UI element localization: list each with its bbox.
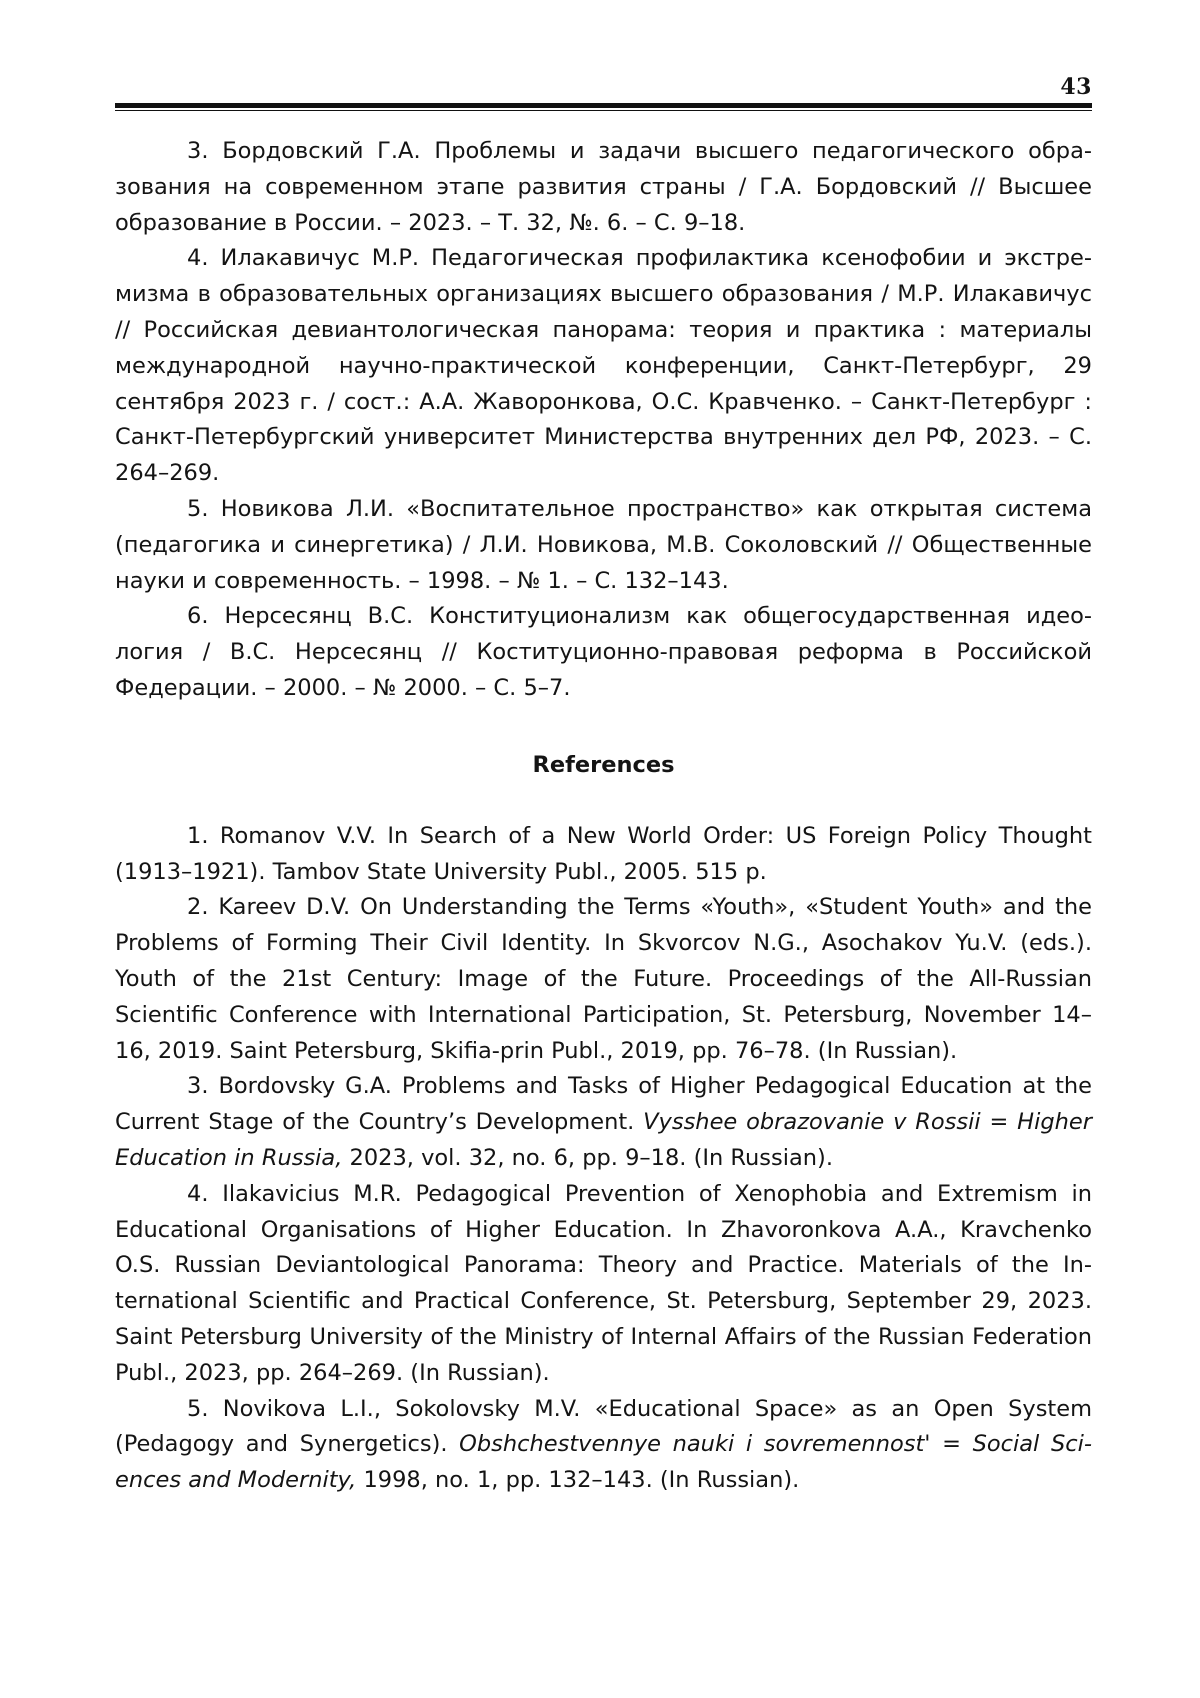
reference-4: 4. Ilakavicius M.R. Pedagogical Prevention of Xenophobia and Extremism in Educational Organisations of Higher Education. In Zhavoronkova A.A., Kravchenko O.S. Russian Deviantological Panorama: Theory and Practice. Materials of the International Scientific and Practical Conference, St. Petersburg, September 29, 2023. Saint Petersburg University of the Ministry of Internal Affairs of the Russian Federation Publ., 2023, pp. 264–269. (In Russian). [115, 1180, 1092, 1386]
reference-5-details: 1998, no. 1, pp. 132–143. (In Russian). [356, 1467, 800, 1494]
reference-3-details: 2023, vol. 32, no. 6, pp. 9–18. (In Russian). [342, 1144, 833, 1171]
russian-reference-6: 6. Нерсесянц В.С. Конституционализм как общегосударственная идеология / В.С. Нерсесянц // Коституционно-правовая реформа в Российской Федерации. – 2000. – № 2000. – С. 5–7. [115, 603, 1092, 701]
reference-3 [115, 1069, 1092, 1176]
reference-5-body: 5. Novikova L.I., Sokolovsky M.V. «Educational Space» as an Open System (Pedagogy and Synergetics). [115, 1395, 1092, 1458]
page-content [115, 134, 1092, 1499]
page-number: 43 [1060, 74, 1092, 100]
reference-3-journal: Vysshee obrazovanie v Rossii = Higher Education in Russia, [115, 1109, 1092, 1171]
header-rule-thin [115, 110, 1092, 111]
russian-reference-4: 4. Илакавичус М.Р. Педагогическая профилактика ксенофобии и экстремизма в образовательных организациях высшего образования / М.Р. Илакавичус // Российская девиантологическая панорама: теория и практика : материалы международной научно-практической конференции, Санкт-Петербург, 29 сентября 2023 г. / сост.: А.А. Жаворонкова, О.С. Кравченко. – Санкт-Петербург : Санкт-Петербургский университет Министерства внутренних дел РФ, 2023. – С. 264–269. [115, 245, 1092, 487]
references-heading: References [532, 751, 675, 778]
reference-3-body: 3. Bordovsky G.A. Problems and Tasks of Higher Pedagogical Education at the Current Stage of the Country’s Development. [115, 1073, 1092, 1136]
reference-5-journal: Obshchestvennye nauki i sovremennost' = Social Sciences and Modernity, [115, 1431, 1092, 1494]
header-rule-thick [115, 103, 1092, 108]
reference-1: 1. Romanov V.V. In Search of a New World Order: US Foreign Policy Thought (1913–1921). Tambov State University Publ., 2005. 515 p. [115, 822, 1092, 885]
russian-reference-5: 5. Новикова Л.И. «Воспитательное пространство» как открытая система (педагогика и синергетика) / Л.И. Новикова, М.В. Соколовский // Общественные науки и современность. – 1998. – № 1. – С. 132–143. [115, 495, 1092, 594]
russian-reference-3: 3. Бордовский Г.А. Проблемы и задачи высшего педагогического образования на современном этапе развития страны / Г.А. Бордовский // Высшее образование в России. – 2023. – Т. 32, №. 6. – С. 9–18. [115, 138, 1092, 236]
reference-2: 2. Kareev D.V. On Understanding the Terms «Youth», «Student Youth» and the Problems of Forming Their Civil Identity. In Skvorcov N.G., Asochakov Yu.V. (eds.). Youth of the 21st Century: Image of the Future. Proceedings of the All-Russian Scientific Conference with International Participation, St. Petersburg, November 14–16, 2019. Saint Petersburg, Skifia-prin Publ., 2019, pp. 76–78. (In Russian). [115, 894, 1092, 1064]
english-reference-list [115, 819, 1092, 1499]
reference-5 [115, 1392, 1092, 1499]
russian-reference-list [115, 134, 1092, 707]
